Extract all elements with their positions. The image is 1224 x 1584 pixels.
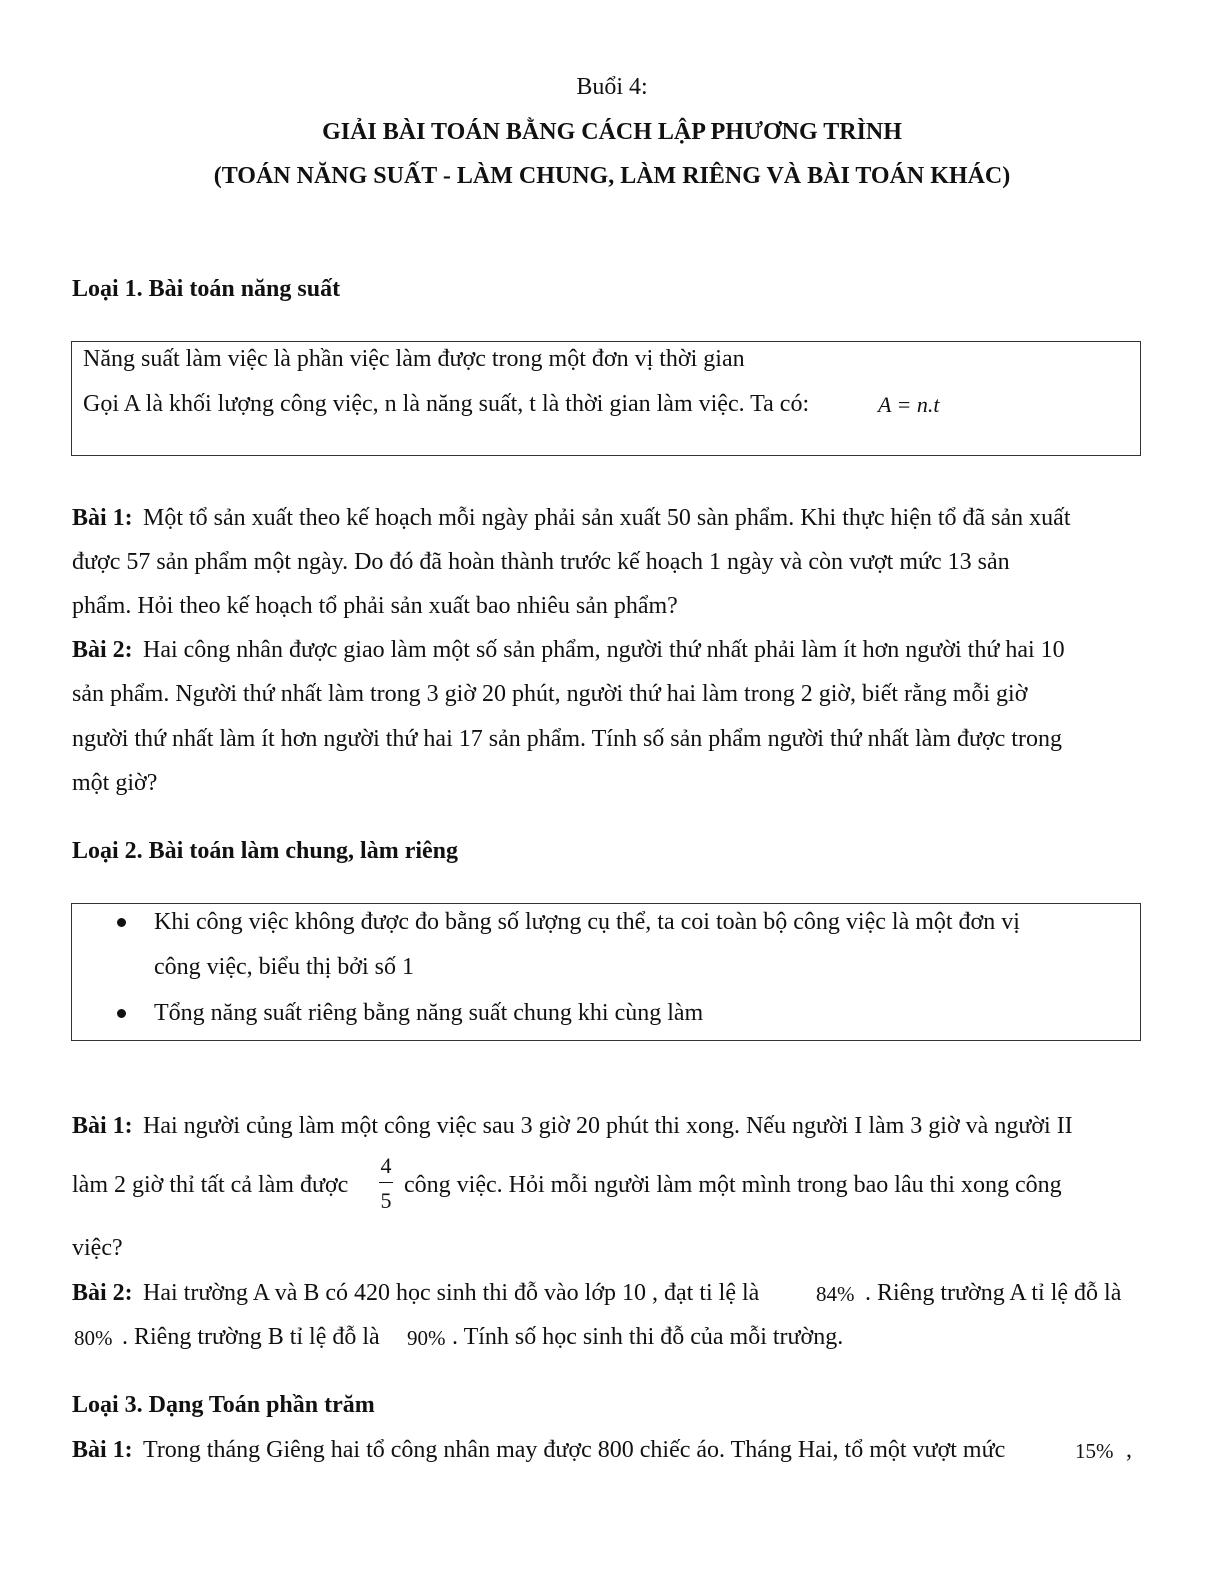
s2-ex1-line-2a: làm 2 giờ thỉ tất cả làm được	[72, 1172, 349, 1198]
bullet-dot-2	[117, 1009, 126, 1018]
s1-ex1-line-3: phẩm. Hỏi theo kế hoạch tổ phải sản xuất bao nhiêu sản phẩm?	[72, 593, 678, 619]
s2-ex2-line-2a: . Riêng trường B tỉ lệ đỗ là	[122, 1324, 380, 1350]
s1-ex2-line-1: Hai công nhân được giao làm một số sản phẩm, người thứ nhất phải làm ít hơn người thứ hai 10	[143, 637, 1065, 663]
title-line-2: (TOÁN NĂNG SUẤT - LÀM CHUNG, LÀM RIÊNG VÀ BÀI TOÁN KHÁC)	[213, 163, 1011, 189]
s2-ex1-line-2b: công việc. Hỏi mỗi người làm một mình trong bao lâu thi xong công	[404, 1172, 1062, 1198]
s2-ex2-label: Bài 2:	[72, 1280, 133, 1306]
s1-ex1-label: Bài 1:	[72, 505, 133, 531]
formula: A = n.t	[878, 392, 940, 417]
s2-ex2-line-1b: . Riêng trường A tỉ lệ đỗ là	[865, 1280, 1122, 1306]
fraction-numerator: 4	[380, 1153, 392, 1178]
session-label: Buổi 4:	[576, 74, 648, 100]
s3-ex1-label: Bài 1:	[72, 1437, 133, 1463]
bullet-1-line-1: Khi công việc không được đo bằng số lượng cụ thể, ta coi toàn bộ công việc là một đơn vị	[154, 909, 1020, 935]
percent-15: 15%	[1075, 1439, 1114, 1463]
bullet-dot-1	[117, 918, 126, 927]
bullet-2-line: Tổng năng suất riêng bằng năng suất chung khi cùng làm	[154, 1000, 704, 1026]
section-2-heading: Loại 2. Bài toán làm chung, làm riêng	[72, 838, 459, 864]
fraction-bar	[379, 1182, 393, 1183]
s2-ex1-label: Bài 1:	[72, 1113, 133, 1139]
title-line-1: GIẢI BÀI TOÁN BẰNG CÁCH LẬP PHƯƠNG TRÌNH	[322, 119, 902, 145]
s2-ex2-line-1a: Hai trường A và B có 420 học sinh thi đỗ vào lớp 10 , đạt ti lệ là	[143, 1280, 760, 1306]
definition-line-2: Gọi A là khối lượng công việc, n là năng suất, t là thời gian làm việc. Ta có:	[83, 391, 810, 417]
bullet-1-line-2: công việc, biểu thị bởi số 1	[154, 954, 414, 980]
s1-ex1-line-2: được 57 sản phẩm một ngày. Do đó đã hoàn thành trước kế hoạch 1 ngày và còn vượt mức 13 sản	[72, 549, 1010, 575]
percent-80: 80%	[74, 1326, 113, 1350]
s1-ex2-line-3: người thứ nhất làm ít hơn người thứ hai 17 sản phẩm. Tính số sản phẩm người thứ nhất làm được trong	[72, 726, 1062, 752]
s2-ex2-line-2b: . Tính số học sinh thi đỗ của mỗi trường.	[452, 1324, 844, 1350]
fraction-denominator: 5	[380, 1188, 392, 1213]
s1-ex2-line-4: một giờ?	[72, 770, 158, 796]
percent-90: 90%	[407, 1326, 446, 1350]
s2-ex1-line-3: việc?	[72, 1235, 123, 1261]
s1-ex1-line-1: Một tổ sản xuất theo kế hoạch mỗi ngày phải sản xuất 50 sàn phẩm. Khi thực hiện tổ đã sản xuất	[143, 505, 1071, 531]
percent-84: 84%	[816, 1282, 855, 1306]
section-3-heading: Loại 3. Dạng Toán phần trăm	[72, 1392, 375, 1418]
s1-ex2-line-2: sản phẩm. Người thứ nhất làm trong 3 giờ 20 phút, người thứ hai làm trong 2 giờ, biết rằng mỗi giờ	[72, 681, 1028, 707]
s3-ex1-line-1b: ,	[1126, 1437, 1132, 1463]
section-1-heading: Loại 1. Bài toán năng suất	[72, 276, 341, 302]
s2-ex1-line-1: Hai người củng làm một công việc sau 3 giờ 20 phút thi xong. Nếu người I làm 3 giờ và người II	[143, 1113, 1073, 1139]
s3-ex1-line-1a: Trong tháng Giêng hai tổ công nhân may được 800 chiếc áo. Tháng Hai, tổ một vượt mức	[143, 1437, 1006, 1463]
s1-ex2-label: Bài 2:	[72, 637, 133, 663]
definition-line-1: Năng suất làm việc là phần việc làm được trong một đơn vị thời gian	[83, 346, 745, 372]
